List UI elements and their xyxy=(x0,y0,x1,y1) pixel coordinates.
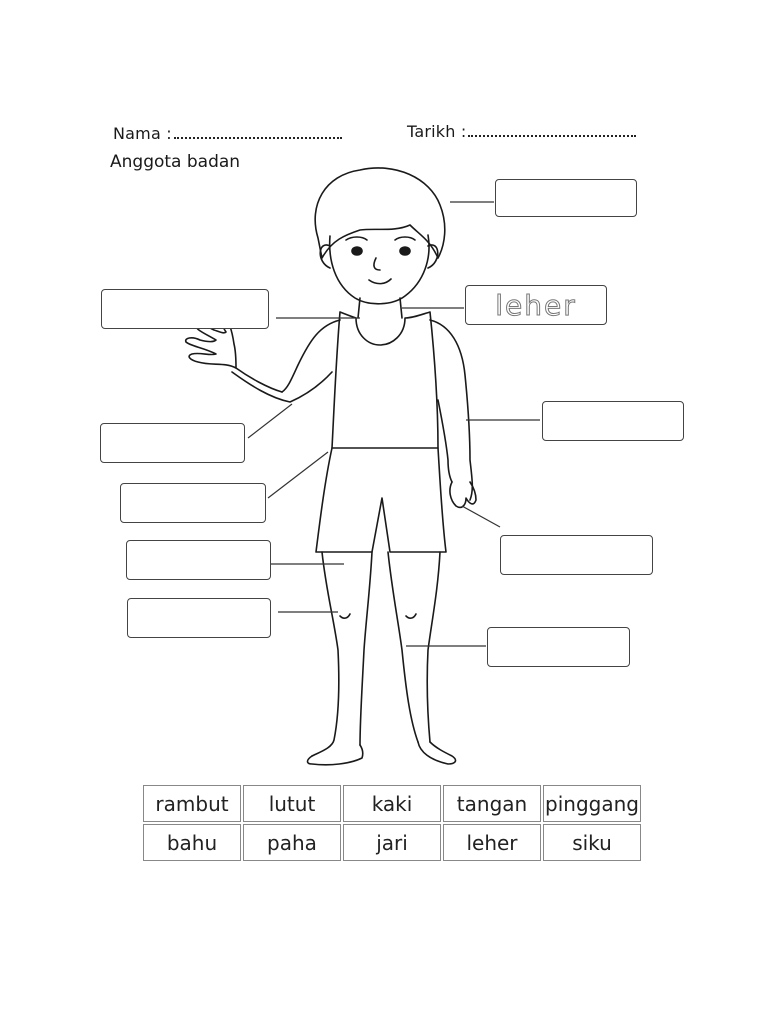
word-bank-item[interactable]: siku xyxy=(543,824,641,861)
word-bank-item[interactable]: lutut xyxy=(243,785,341,822)
leader-line-elbow xyxy=(248,404,292,438)
nose xyxy=(374,258,380,270)
vest xyxy=(332,312,438,448)
name-label: Nama : xyxy=(113,124,172,143)
forearm-left xyxy=(232,372,332,402)
mouth xyxy=(369,279,391,284)
label-box-neck[interactable] xyxy=(465,285,607,325)
label-box-knee[interactable] xyxy=(127,598,271,638)
leader-line-waist xyxy=(268,452,328,498)
word-bank-item[interactable]: paha xyxy=(243,824,341,861)
leg-left xyxy=(312,552,339,756)
eyebrow-left xyxy=(346,237,367,240)
arm-right xyxy=(430,320,472,500)
date-label: Tarikh : xyxy=(407,122,467,141)
eye-right xyxy=(400,247,410,255)
word-bank-item[interactable]: tangan xyxy=(443,785,541,822)
label-box-thigh[interactable] xyxy=(126,540,271,580)
word-bank-item[interactable]: pinggang xyxy=(543,785,641,822)
eye-left xyxy=(352,247,362,255)
word-bank-item[interactable]: rambut xyxy=(143,785,241,822)
worksheet-title: Anggota badan xyxy=(110,152,241,172)
label-box-waist[interactable] xyxy=(120,483,266,523)
leader-line-finger xyxy=(462,506,500,527)
traced-word: leher xyxy=(495,288,577,322)
leg-right xyxy=(388,552,418,742)
hair xyxy=(315,168,445,258)
foot-right xyxy=(418,742,455,764)
label-box-hand[interactable] xyxy=(101,289,269,329)
label-box-hair[interactable] xyxy=(495,179,637,217)
label-box-shoulder[interactable] xyxy=(542,401,684,441)
word-bank-item[interactable]: jari xyxy=(343,824,441,861)
eyebrow-right xyxy=(395,237,415,240)
word-bank-item[interactable]: leher xyxy=(443,824,541,861)
upper-arm-left xyxy=(282,320,340,392)
knee-right xyxy=(406,614,416,618)
label-box-elbow[interactable] xyxy=(100,423,245,463)
word-bank xyxy=(143,785,641,861)
label-box-finger[interactable] xyxy=(500,535,653,575)
label-box-foot[interactable] xyxy=(487,627,630,667)
word-bank-item[interactable]: bahu xyxy=(143,824,241,861)
word-bank-item[interactable]: kaki xyxy=(343,785,441,822)
shorts xyxy=(316,448,446,552)
knee-left xyxy=(340,614,350,618)
